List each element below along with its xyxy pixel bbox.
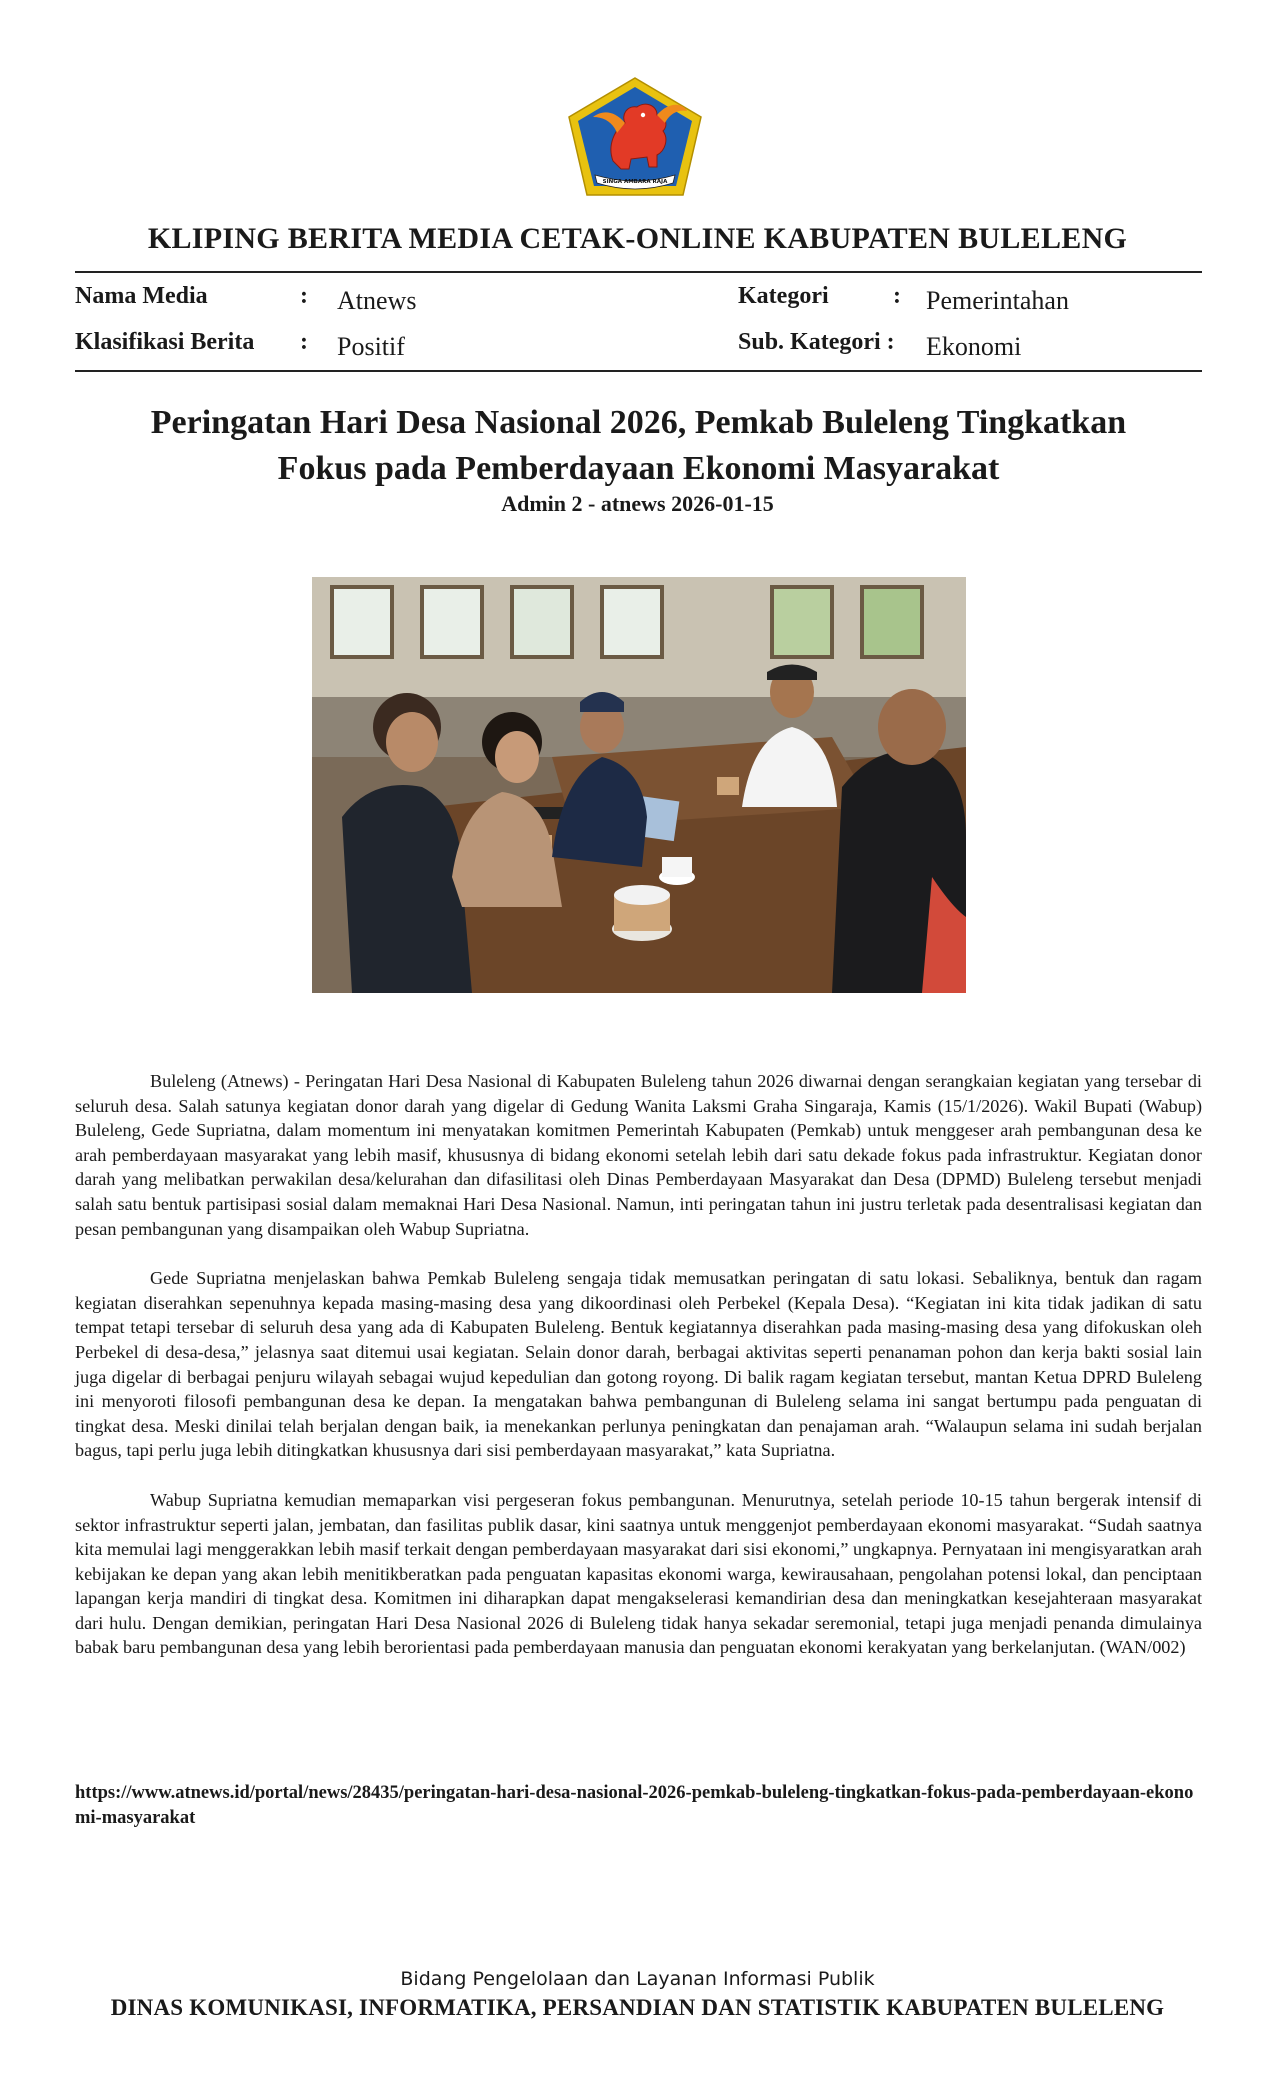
meta-separator: : — [300, 329, 308, 355]
meta-label: Nama Media — [75, 283, 208, 309]
meta-value: Positif — [337, 332, 405, 361]
header-divider-bottom — [75, 370, 1202, 372]
meta-separator: : — [300, 283, 308, 309]
logo-motto: SINGA AMBARA RAJA — [602, 179, 668, 185]
article-paragraph: Buleleng (Atnews) - Peringatan Hari Desa Nasional di Kabupaten Buleleng tahun 2026 diwarnai dengan serangkaian kegiatan yang tersebar di seluruh desa. Salah satunya kegiatan donor darah yang digelar di Gedung Wanita Laksmi Graha Singaraja, Kamis (15/1/2026). Wakil Bupati (Wabup) Buleleng, Gede Supriatna, dalam momentum ini menyatakan komitmen Pemerintah Kabupaten (Pemkab) untuk menggeser arah pembangunan desa ke arah pemberdayaan masyarakat yang lebih masif, khususnya di bidang ekonomi setelah lebih dari satu dekade fokus pada infrastruktur. Kegiatan donor darah yang melibatkan perwakilan desa/kelurahan dan difasilitasi oleh Dinas Pemberdayaan Masyarakat dan Desa (DPMD) Buleleng tersebut menjadi salah satu bentuk partisipasi sosial dalam memaknai Hari Desa Nasional. Namun, inti peringatan tahun ini justru terletak pada desentralisasi kegiatan dan pesan pembangunan yang disampaikan oleh Wabup Supriatna. — [75, 1071, 1202, 1239]
article-paragraph: Wabup Supriatna kemudian memaparkan visi pergeseran fokus pembangunan. Menurutnya, setelah periode 10-15 tahun bergerak intensif di sektor infrastruktur seperti jalan, jembatan, dan fasilitas publik dasar, kini saatnya untuk menggenjot pemberdayaan ekonomi masyarakat. “Sudah saatnya kita memulai lagi menggerakkan lebih masif terkait dengan pemberdayaan masyarakat dari sisi ekonomi,” ungkapnya. Pernyataan ini mengisyaratkan arah kebijakan ke depan yang akan lebih menitikberatkan pada penguatan kapasitas ekonomi warga, kewirausahaan, pengolahan potensi lokal, dan penciptaan lapangan kerja mandiri di tingkat desa. Komitmen ini diharapkan dapat mengakselerasi kemandirian desa dan meningkatkan kesejahteraan masyarakat dari hulu. Dengan demikian, peringatan Hari Desa Nasional 2026 di Buleleng tidak hanya sekadar seremonial, tetapi juga menjadi penanda dimulainya babak baru pembangunan desa yang lebih berorientasi pada pemberdayaan manusia dan penguatan ekonomi kerakyatan yang berkelanjutan. (WAN/002) — [75, 1489, 1202, 1658]
meta-value: Atnews — [337, 286, 417, 315]
article-headline — [75, 400, 1202, 492]
article-photo — [312, 577, 966, 993]
article-paragraph: Gede Supriatna menjelaskan bahwa Pemkab Buleleng sengaja tidak memusatkan peringatan di satu lokasi. Sebaliknya, bentuk dan ragam kegiatan diserahkan sepenuhnya kepada masing-masing desa yang dikoordinasi oleh Perbekel (Kepala Desa). “Kegiatan ini kita tidak jadikan di satu tempat tetapi tersebar di seluruh desa yang ada di Kabupaten Buleleng. Bentuk kegiatannya diserahkan pada masing-masing desa yang difokuskan oleh Perbekel di desa-desa,” jelasnya saat ditemui usai kegiatan. Selain donor darah, berbagai aktivitas seperti penanaman pohon dan kerja bakti sosial lain juga digelar di berbagai penjuru wilayah sebagai wujud kepedulian dan gotong royong. Di balik ragam kegiatan tersebut, mantan Ketua DPRD Buleleng ini menyoroti filosofi pembangunan desa ke depan. Ia mengatakan bahwa pembangunan di Buleleng selama ini sangat bertumpu pada penguatan di tingkat desa. Meski dinilai telah berjalan dengan baik, ia menekankan perlunya peningkatan dan penajaman arah. “Walaupun selama ini sudah berjalan bagus, tapi perlu juga lebih ditingkatkan khususnya dari sisi pemberdayaan masyarakat,” kata Supriatna. — [75, 1268, 1202, 1461]
meta-value: Ekonomi — [926, 332, 1022, 361]
clipping-title: KLIPING BERITA MEDIA CETAK-ONLINE KABUPATEN BULELENG — [147, 222, 1128, 255]
article-byline: Admin 2 - atnews 2026-01-15 — [501, 491, 774, 516]
meta-label: Klasifikasi Berita — [75, 329, 255, 355]
meta-label: Kategori — [738, 283, 829, 309]
footer-title: DINAS KOMUNIKASI, INFORMATIKA, PERSANDIAN DAN STATISTIK KABUPATEN BULELENG — [110, 1995, 1165, 2020]
meta-value: Pemerintahan — [926, 286, 1069, 315]
article-source-link[interactable]: https://www.atnews.id/portal/news/28435/peringatan-hari-desa-nasional-2026-pemkab-buleleng-tingkatkan-fokus-pada-pemberdayaan-ekonomi-masyarakat — [75, 1783, 1194, 1828]
buleleng-lion-emblem-icon — [565, 75, 705, 200]
headline-line-2: Fokus pada Pemberdayaan Ekonomi Masyarakat — [277, 450, 1000, 487]
meta-label: Sub. Kategori : — [738, 329, 895, 355]
header-divider-top — [75, 271, 1202, 273]
article-body — [75, 1069, 1202, 1685]
meta-separator: : — [893, 283, 901, 309]
footer-subtitle: Bidang Pengelolaan dan Layanan Informasi Publik — [400, 1968, 875, 1990]
headline-line-1: Peringatan Hari Desa Nasional 2026, Pemkab Buleleng Tingkatkan — [150, 404, 1127, 441]
